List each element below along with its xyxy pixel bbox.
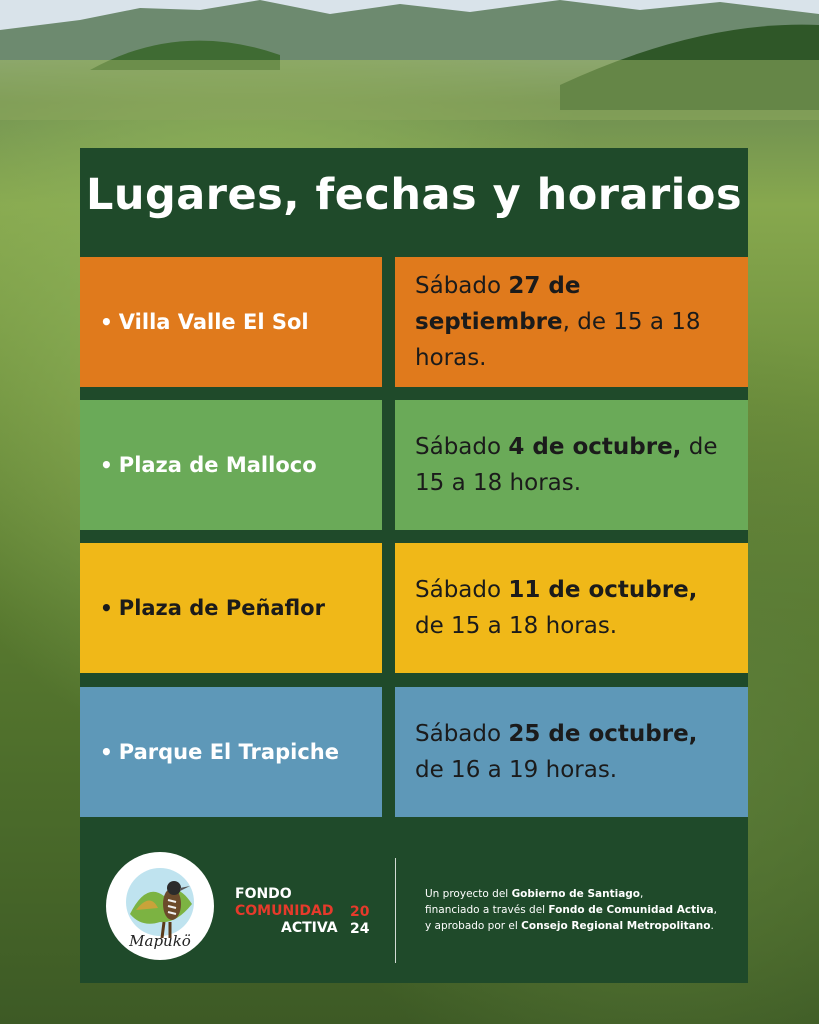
year-top: 20 [350, 904, 370, 920]
date-cell [395, 400, 748, 530]
date-text: Sábado 4 de octubre, de 15 a 18 horas. [415, 434, 718, 496]
mapuko-logo [106, 852, 214, 960]
footer-divider [395, 858, 396, 963]
background-landscape [0, 0, 819, 120]
footer [80, 828, 748, 983]
place-cell [80, 257, 382, 387]
fondo-line3: ACTIVA [281, 920, 338, 936]
date-cell [395, 257, 748, 387]
fondo-line2: COMUNIDAD [235, 903, 334, 919]
year-bottom: 24 [350, 921, 370, 937]
bullet: • [100, 310, 113, 334]
place-name: Villa Valle El Sol [118, 310, 309, 334]
date-text: Sábado 25 de octubre, de 16 a 19 horas. [415, 721, 698, 783]
year-badge [350, 904, 374, 938]
credits-text: Un proyecto del Gobierno de Santiago, financiado a través del Fondo de Comunidad Activa, y aprobado por el Consejo Regional Metropolitano. [425, 888, 717, 932]
date-text: Sábado 11 de octubre, de 15 a 18 horas. [415, 577, 698, 639]
bullet: • [100, 596, 113, 620]
place-name: Parque El Trapiche [118, 740, 339, 764]
logo-text: Mapukö [129, 932, 191, 950]
bullet: • [100, 453, 113, 477]
page-title: Lugares, fechas y horarios [85, 170, 743, 220]
fondo-logo [235, 886, 338, 937]
date-cell [395, 687, 748, 817]
place-cell [80, 543, 382, 673]
date-cell [395, 543, 748, 673]
date-text: Sábado 27 de septiembre, de 15 a 18 horas. [415, 273, 701, 371]
fondo-line1: FONDO [235, 886, 292, 902]
place-name: Plaza de Peñaflor [118, 596, 325, 620]
schedule-panel [80, 148, 748, 983]
event-row-4 [80, 687, 748, 817]
event-row-2 [80, 400, 748, 530]
place-cell [80, 687, 382, 817]
event-row-1 [80, 257, 748, 387]
bullet: • [100, 740, 113, 764]
place-cell [80, 400, 382, 530]
event-row-3 [80, 543, 748, 673]
place-name: Plaza de Malloco [118, 453, 317, 477]
